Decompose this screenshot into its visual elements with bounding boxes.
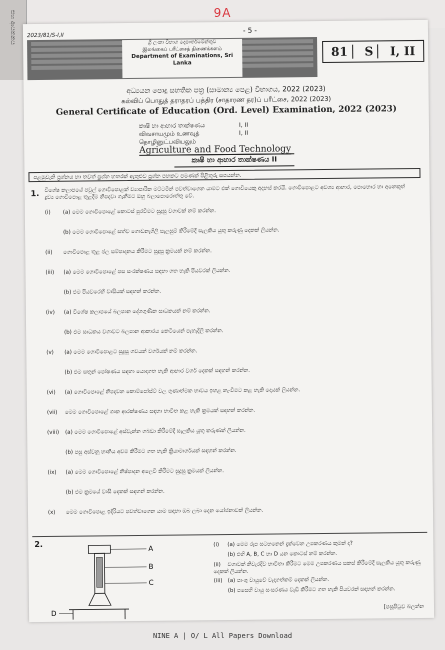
question-1-part <box>47 406 417 417</box>
question-1-number: 1. <box>30 188 40 199</box>
question-1-intro: විශේෂ කලාපයේ පවුල් ගොවිපොළක් ව්‍යාපාරික මට්ටමින් පවත්වාගෙන යාමට එක් ගොවියෙකු අදහස් කරයි. ගොවිපොළට අවශ්‍ය ආහාර, පොහොර හා අනෙකුත් ද්‍රව්‍ය ගොවිපොළ තුළදීම නිපදවා ගැනීමට ඔහු බලාපොරොත්තු වේ. <box>44 184 406 202</box>
part-text: (a) මෙම රූප සටහනෙන් දැක්වෙන උපකරණය කුමක් ද? <box>227 540 353 549</box>
question-1-part <box>47 426 417 437</box>
question-2-part <box>213 540 428 550</box>
part-text: (b) එම පියවරෙහි වාසියක් සඳහන් කරන්න. <box>63 288 162 296</box>
diagram-label-b: B <box>148 562 154 571</box>
part-label: (v) <box>46 349 54 356</box>
subject-block <box>139 121 359 156</box>
question-1-part <box>45 246 415 257</box>
part-text: (a) මෙම ගොවිපොළට සුදුසු ගවයන් වර්ගයක් නම් කරන්න. <box>64 348 198 356</box>
download-caption: NINE A | O/ L All Papers Download <box>152 632 293 640</box>
apparatus-diagram <box>48 543 169 622</box>
part-text: (a) මෙම ගොවිපොළේ පස සංරක්ෂණය සඳහා ගත හැකි පියවරක් ලියන්න. <box>63 267 231 276</box>
part-text: (b) පසු අස්වනු හානිය අවම කිරීමට ගත හැකි ක්‍රියාමාර්ගයක් සඳහන් කරන්න. <box>65 447 237 456</box>
dept-name-si: ශ්‍රී ලංකා විභාග දෙපාර්තමේන්තුව <box>147 39 217 46</box>
part-label: (x) <box>47 509 56 516</box>
question-1-part <box>48 506 418 517</box>
question-1-part <box>47 366 417 377</box>
subject-ta: விவசாயமும் உணவுத் தொழினுட்பவியலும் <box>139 130 200 146</box>
part-label: (iii) <box>213 578 223 585</box>
part-label: (ii) <box>45 249 53 256</box>
question-1-part <box>46 326 416 337</box>
diagram-label-d: D <box>51 609 57 618</box>
question-1-part <box>48 466 418 477</box>
diagram-label-c: C <box>148 578 154 587</box>
part-label: (iv) <box>45 309 55 316</box>
dept-name-ta: இலங்கைப் பரீட்சைத் திணைக்களம் <box>142 46 222 53</box>
question-1-part <box>48 486 418 497</box>
part-text: (b) එහි A, B, C හා D යන කොටස් නම් කරන්න. <box>227 550 338 559</box>
question-1-part <box>46 286 416 297</box>
exam-title-si: අධ්‍යයන පොදු සහතික පත්‍ර (සාමාන්‍ය පෙළ) විභාගය, 2022 (2023) <box>126 84 326 96</box>
subject-code: 81 <box>327 45 353 59</box>
question-1-part <box>45 206 415 217</box>
part-text: (b) මෙම ගොවිපොළේ සත්ව ගොඩනැගිලි සැලසුම් කිරීමේදී සැලකිය යුතු කරුණු දෙකක් ලියන්න. <box>63 227 280 236</box>
dept-name-en: Department of Examinations, Sri Lanka <box>131 52 234 67</box>
question-1-part <box>45 226 415 237</box>
question-1-part <box>45 266 415 277</box>
page-number: - 5 - <box>242 26 257 35</box>
instruction-box: පළමුවැනි ප්‍රශ්නය හා තවත් ප්‍රශ්න හතරක් ඇතුළුව ප්‍රශ්න පහකට පමණක් පිළිතුරු සපයන්න. <box>28 168 420 182</box>
subject-paper-codes-ta: I, II <box>238 129 249 137</box>
part-text: (a) මෙම ගොවිපොළේ අස්වැන්න ගබඩා කිරීමේදී සැලකිය යුතු කරුණක් ලියන්න. <box>65 427 246 436</box>
part-label: (iii) <box>45 269 55 276</box>
part-label: (vi) <box>46 389 56 396</box>
part-text: (b) එම සාධකය වගාවට බලපාන ආකාරය කෙටියෙන් පැහැදිලි කරන්න. <box>64 328 224 336</box>
subject-en: Agriculture and Food Technology <box>139 144 292 156</box>
part-text: වගාවක් නිවැරදිව භාවිතා කිරීමට මෙම උපකරණය සකස් කිරීමේදී සැලකිය යුතු කරුණු දෙකක් ලියන්න. <box>213 560 421 576</box>
part-text: (a) මෙම ගොවිපොළේ නිෂ්පාදන අලෙවි කිරීමට සුදුසු ක්‍රමයක් ලියන්න. <box>65 468 224 476</box>
question-2-part <box>214 560 429 577</box>
medium-code: S <box>361 44 379 58</box>
part-text: (a) විශේෂ කලාපයේ බලපාන දේශගුණික සාධකයක් නම් කරන්න. <box>63 308 211 316</box>
continued-note: [පසුපිටුව බලන්න <box>383 603 425 611</box>
part-label: (viii) <box>47 429 60 436</box>
question-1-part <box>46 306 416 317</box>
subject-paper-codes: I, II <box>238 121 249 129</box>
part-text: (a) පාංශු වායුවේ වැදගත්කම් දෙකක් ලියන්න. <box>227 576 330 585</box>
part-text: (a) මෙම ගොවිපොළේ කොටස් පුරවීමට සුදුසු වගාවක් නම් කරන්න. <box>62 208 216 216</box>
binder-text: සහ ආයතනය <box>9 10 16 45</box>
paper-code: 2023/81/S-I,II <box>26 32 64 40</box>
paper-parts-code: I, II <box>389 44 416 59</box>
question-divider <box>32 532 427 537</box>
question-1-part <box>46 346 416 357</box>
department-header <box>27 36 422 84</box>
question-2-number: 2. <box>34 539 43 550</box>
exam-title-en: General Certificate of Education (Ord. Level) Examination, 2022 (2023) <box>55 104 397 118</box>
diagram-label-a: A <box>148 544 154 553</box>
part-text: ගොවිපොළ තුළ ජල සම්පාදනය කිරීමට සුදුසු ක්‍රමයක් නම් කරන්න. <box>63 248 212 256</box>
part-label: (ix) <box>47 469 57 476</box>
question-1-part <box>47 386 417 397</box>
part-text: (b) එම ක්‍රමයේ වාසි දෙකක් සඳහන් කරන්න. <box>65 488 165 496</box>
exam-paper <box>23 20 434 622</box>
part-text: (b) එම සතුන් පෝෂණය සඳහා යොදාගත හැකි ආහාර වර්ග දෙකක් සඳහන් කරන්න. <box>64 367 250 376</box>
part-label: (i) <box>44 209 51 216</box>
subject-code-box <box>322 40 424 63</box>
exam-title-ta: கல்விப் பொதுத் தராதரப் பத்திர (சாதாரண தர)ப் பரீட்சை, 2022 (2023) <box>121 94 332 106</box>
question-1-part <box>47 446 417 457</box>
question-2-part <box>214 586 429 596</box>
part-text: මෙම ගොවිපොළ ඉදිරියට පවත්වාගෙන යාම සඳහා ඔබ ලබා දෙන යෝජනාවක් ලියන්න. <box>65 507 264 516</box>
part-label: (vii) <box>46 409 58 416</box>
part-label: (ii) <box>213 562 221 569</box>
department-seal-text <box>122 39 242 78</box>
paper-title: කෘෂි හා ආහාර තාක්ෂණය II <box>174 153 294 167</box>
brand-title: 9A <box>213 6 232 20</box>
part-label: (i) <box>213 542 220 549</box>
question-2-part <box>213 550 428 560</box>
part-text: (a) ගොවිපොළේ නිපදවන කොම්පෝස්ට් වල ගුණාත්මක භාවය ඉහළ නැංවීමට කළ හැකි දෙයක් ලියන්න. <box>64 387 301 396</box>
part-text: (b) පසෙහි වායු සංසරණය වැඩි කිරීමට ගත හැකි පියවරක් සඳහන් කරන්න. <box>227 586 396 595</box>
part-text: මෙම ගොවිපොළේ ශාක ආරක්ෂණය සඳහා භාවිත කළ හැකි ක්‍රමයක් සඳහන් කරන්න. <box>64 407 256 416</box>
question-2-part <box>214 576 429 586</box>
subject-si: කෘෂි හා ආහාර තාක්ෂණය <box>138 122 206 130</box>
